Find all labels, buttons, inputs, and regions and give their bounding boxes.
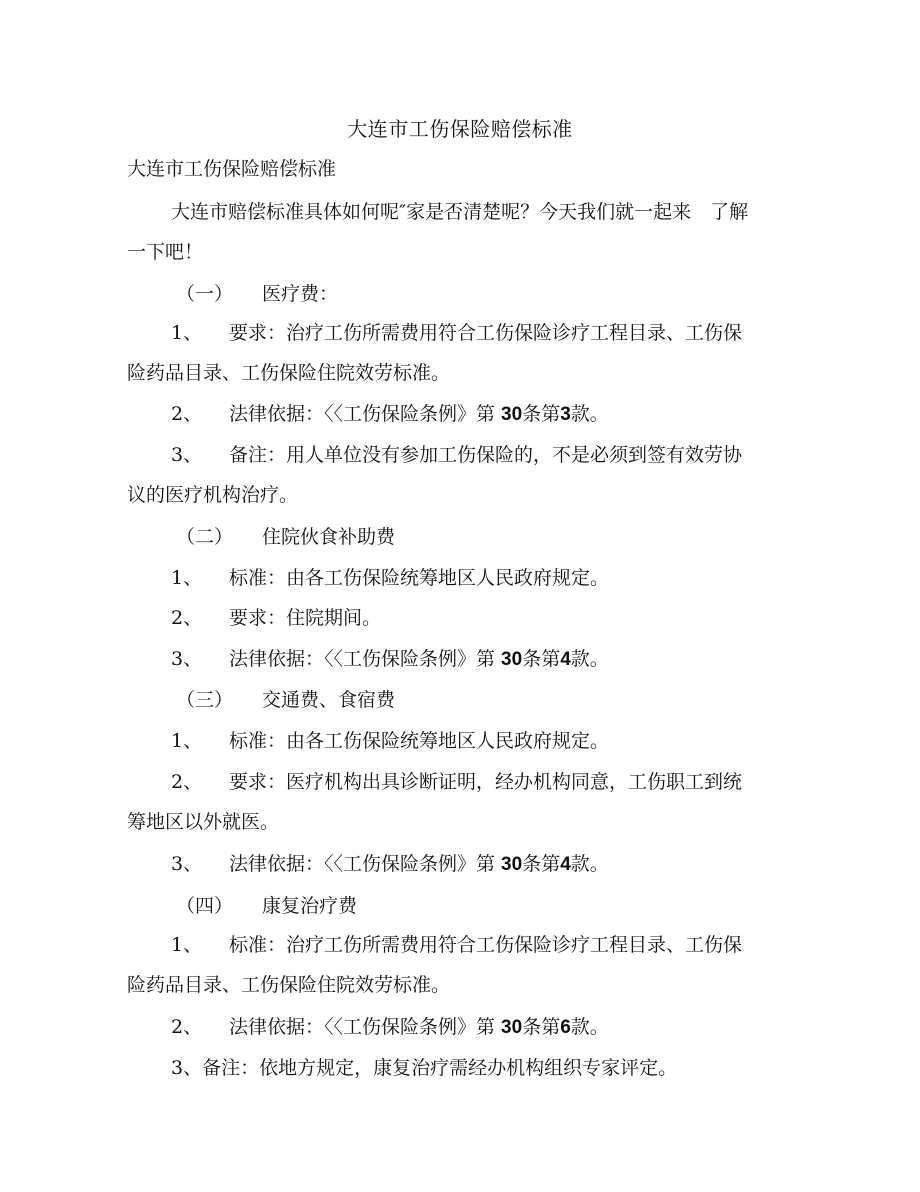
s2-item-3-number: 3、 [171,648,203,670]
s2-item-3-text: 法律依据：〈〈工伤保险条例》第 30条第4款。 [229,648,609,670]
s3-item-3-number: 3、 [171,853,203,875]
document-subtitle: 大连市工伤保险赔偿标准 [127,158,337,180]
s4-item-3-text: 3、备注：依地方规定，康复治疗需经办机构组织专家评定。 [171,1057,678,1079]
section-2-number: （二） [176,526,234,548]
s2-item-1-number: 1、 [171,567,203,589]
s1-item-1-line-1: 要求：治疗工伤所需费用符合工伤保险诊疗工程目录、工伤保 [229,322,743,344]
document-title: 大连市工伤保险赔偿标准 [347,117,573,141]
section-1-heading: 医疗费： [262,283,339,305]
s1-item-3-line-2: 议的医疗机构治疗。 [127,484,299,506]
s3-item-2-number: 2、 [171,771,203,793]
intro-line-1: 大连市赔偿标准具体如何呢″家是否清楚呢？今天我们就一起来 了解 [171,201,749,223]
section-3-number: （三） [176,689,234,711]
section-3-heading: 交通费、食宿费 [262,689,396,711]
s4-item-1-number: 1、 [171,934,203,956]
s1-item-1-number: 1、 [171,322,203,344]
s2-item-2-text: 要求：住院期间。 [229,607,382,629]
s1-item-2-text: 法律依据：〈〈工伤保险条例》第 30条第3款。 [229,403,609,425]
s1-item-3-line-1: 备注：用人单位没有参加工伤保险的，不是必须到签有效劳协 [229,444,743,466]
section-2-heading: 住院伙食补助费 [262,526,396,548]
s3-item-2-line-2: 筹地区以外就医。 [127,811,280,833]
s2-item-2-number: 2、 [171,607,203,629]
s1-item-1-line-2: 险药品目录、工伤保险住院效劳标准。 [127,362,451,384]
s1-item-3-number: 3、 [171,444,203,466]
s4-item-2-text: 法律依据：〈〈工伤保险条例》第 30条第6款。 [229,1016,609,1038]
section-1-number: （一） [176,283,234,305]
section-4-heading: 康复治疗费 [262,895,358,917]
s2-item-1-text: 标准：由各工伤保险统筹地区人民政府规定。 [229,567,610,589]
s3-item-1-text: 标准：由各工伤保险统筹地区人民政府规定。 [229,730,610,752]
s4-item-2-number: 2、 [171,1016,203,1038]
s1-item-2-number: 2、 [171,403,203,425]
s3-item-1-number: 1、 [171,730,203,752]
section-4-number: （四） [176,895,234,917]
s4-item-1-line-1: 标准：治疗工伤所需费用符合工伤保险诊疗工程目录、工伤保 [229,934,743,956]
intro-line-2: 一下吧！ [127,241,204,263]
s3-item-3-text: 法律依据：〈〈工伤保险条例》第 30条第4款。 [229,853,609,875]
s4-item-1-line-2: 险药品目录、工伤保险住院效劳标准。 [127,974,451,996]
s3-item-2-line-1: 要求：医疗机构出具诊断证明，经办机构同意，工伤职工到统 [229,771,743,793]
